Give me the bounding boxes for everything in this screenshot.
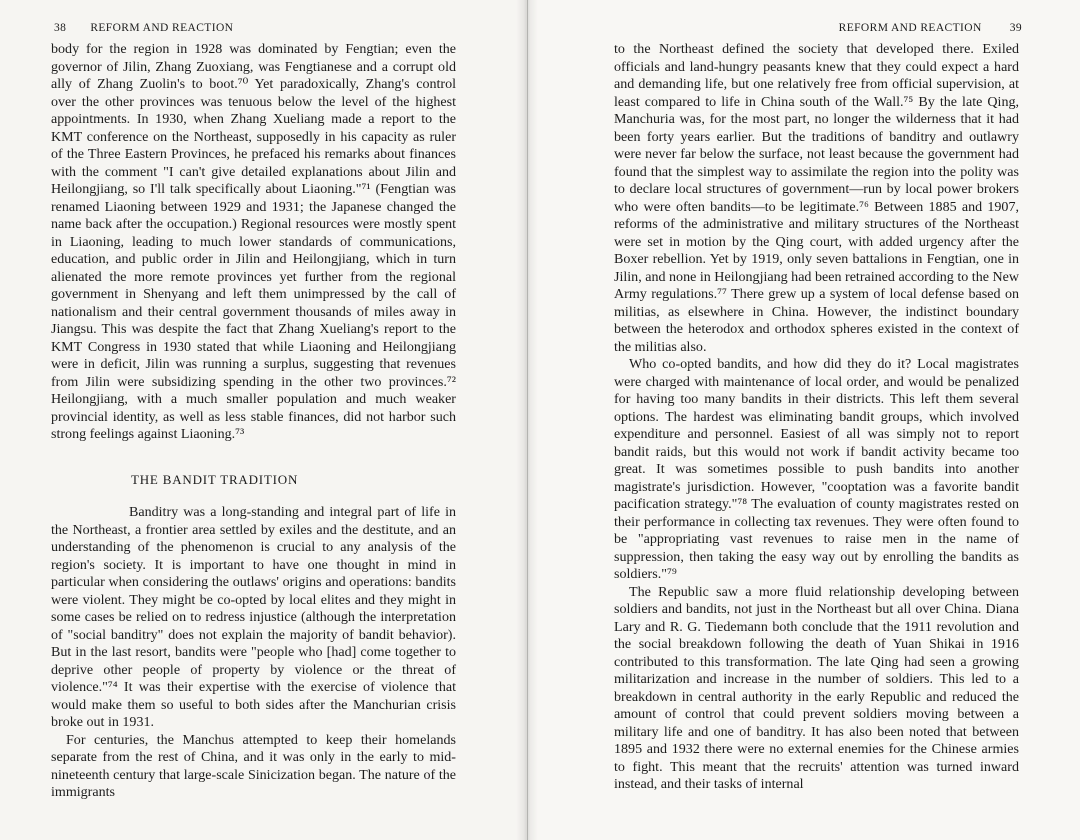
left-paragraph-3: For centuries, the Manchus attempted to keep their homelands separate from the rest of China, and it was only in the early to mid-nineteenth century that large-scale Sinicization began. The nature of the immigrants	[51, 731, 456, 800]
right-paragraph-3: The Republic saw a more fluid relationship developing between soldiers and bandits, not just in the Northeast but all over China. Diana Lary and R. G. Tiedemann both conclude that the 1911 revolution and the social breakdown following the death of Yuan Shikai in 1916 contributed to this transformation. The late Qing had seen a growing militarization and increase in the number of soldiers. This led to a breakdown in central authority in the early Republic and reduced the amount of control that could prevent soldiers moving between a military life and one of banditry. It has also been noted that between 1895 and 1932 there were no external enemies for the Chinese armies to fight. This meant that the recruits' attention was turned inward instead, and their tasks of internal	[614, 583, 1019, 792]
left-page	[0, 0, 526, 840]
left-paragraph-2: Banditry was a long-standing and integral part of life in the Northeast, a frontier area settled by exiles and the destitute, and an understanding of the phenomenon is crucial to any analysis of the region's society. It is important to have one thought in mind in particular when considering the outlaws' origins and operations: bandits were violent. They might be co-opted by local elites and they might in some cases be relied on to redress injustice (although the interpretation of "social banditry" does not explain the majority of bandit behavior). But in the last resort, bandits were "people who [had] come together to deprive other people of property by violence or the threat of violence."⁷⁴ It was their expertise with the exercise of violence that would make them so useful to both sides after the Manchurian crisis broke out in 1931.	[51, 504, 456, 730]
left-running-head	[54, 22, 233, 34]
left-paragraph-1: body for the region in 1928 was dominated by Fengtian; even the governor of Jilin, Zhang Zuoxiang, was Fengtianese and a corrupt old ally of Zhang Zuolin's to boot.⁷⁰ Yet paradoxically, Zhang's control over the other provinces was tenuous below the level of the highest appointments. In 1930, when Zhang Xueliang made a report to the KMT conference on the Northeast, supposedly in his capacity as ruler of the Three Eastern Provinces, he prefaced his remarks about finances with the comment "I can't give detailed explanations about Jilin and Heilongjiang, so I'll talk specifically about Liaoning."⁷¹ (Fengtian was renamed Liaoning between 1929 and 1931; the Japanese changed the name back after the occupation.) Regional resources were mostly spent in Liaoning, leading to much lower standards of communications, education, and public order in Jilin and Heilongjiang, which in turn alienated the more remote provinces yet further from the regional government in Shenyang and left them unimpressed by the call of nationalism and their central government thousands of miles away in Jiangsu. This was despite the fact that Zhang Xueliang's report to the KMT Congress in 1930 stated that while Liaoning and Heilongjiang were in deficit, Jilin was running a surplus, suggesting that revenues from Jilin were subsidizing spending in the other two provinces.⁷² Heilongjiang, with a much smaller population and much weaker provincial identity, as well as less stable finances, did not harbor such strong feelings against Liaoning.⁷³	[51, 41, 456, 442]
left-running-title: REFORM AND REACTION	[90, 22, 234, 34]
left-page-body	[51, 41, 456, 802]
book-gutter	[516, 0, 538, 840]
section-heading: THE BANDIT TRADITION	[131, 471, 299, 487]
right-running-title: REFORM AND REACTION	[838, 22, 982, 34]
right-running-head	[839, 22, 1022, 34]
right-page	[526, 0, 1080, 840]
right-page-number: 39	[1009, 22, 1022, 34]
right-paragraph-2: Who co-opted bandits, and how did they do it? Local magistrates were charged with maintenance of local order, and would be penalized for having too many bandits in their districts. This left them several options. The hardest was eliminating bandit groups, which involved expenditure and personnel. Easiest of all was simply not to report bandit raids, but this would not work if bandit activity became too great. It was sometimes possible to push bandits into another magistrate's jurisdiction. However, "cooptation was a favorite bandit pacification strategy."⁷⁸ The evaluation of county magistrates rested on their performance in collecting tax revenues. They were often found to be "appropriating vast revenues to raise men in the name of suppression, then taking the easy way out by enrolling the bandits as soldiers."⁷⁹	[614, 356, 1019, 582]
left-page-number: 38	[54, 22, 67, 34]
right-page-body	[614, 41, 1019, 794]
right-paragraph-1: to the Northeast defined the society that developed there. Exiled officials and land-hungry peasants knew that they could expect a hard and demanding life, but one relatively free from official supervision, at least compared to life in China south of the Wall.⁷⁵ By the late Qing, Manchuria was, for the most part, no longer the wilderness that it had been forty years earlier. But the traditions of banditry and outlawry were never far below the surface, not least because the government had found that the simplest way to assimilate the region into the polity was to declare local structures of government—run by local power brokers who were often bandits—to be legitimate.⁷⁶ Between 1885 and 1907, reforms of the administrative and military structures of the Northeast were set in motion by the Qing court, with added urgency after the Boxer rebellion. Yet by 1919, only seven battalions in Fengtian, one in Jilin, and none in Heilongjiang had been retrained according to the New Army regulations.⁷⁷ There grew up a system of local defense based on militias, as elsewhere in China. However, the indistinct boundary between the heterodox and orthodox spheres existed in the context of the militias also.	[614, 41, 1019, 355]
